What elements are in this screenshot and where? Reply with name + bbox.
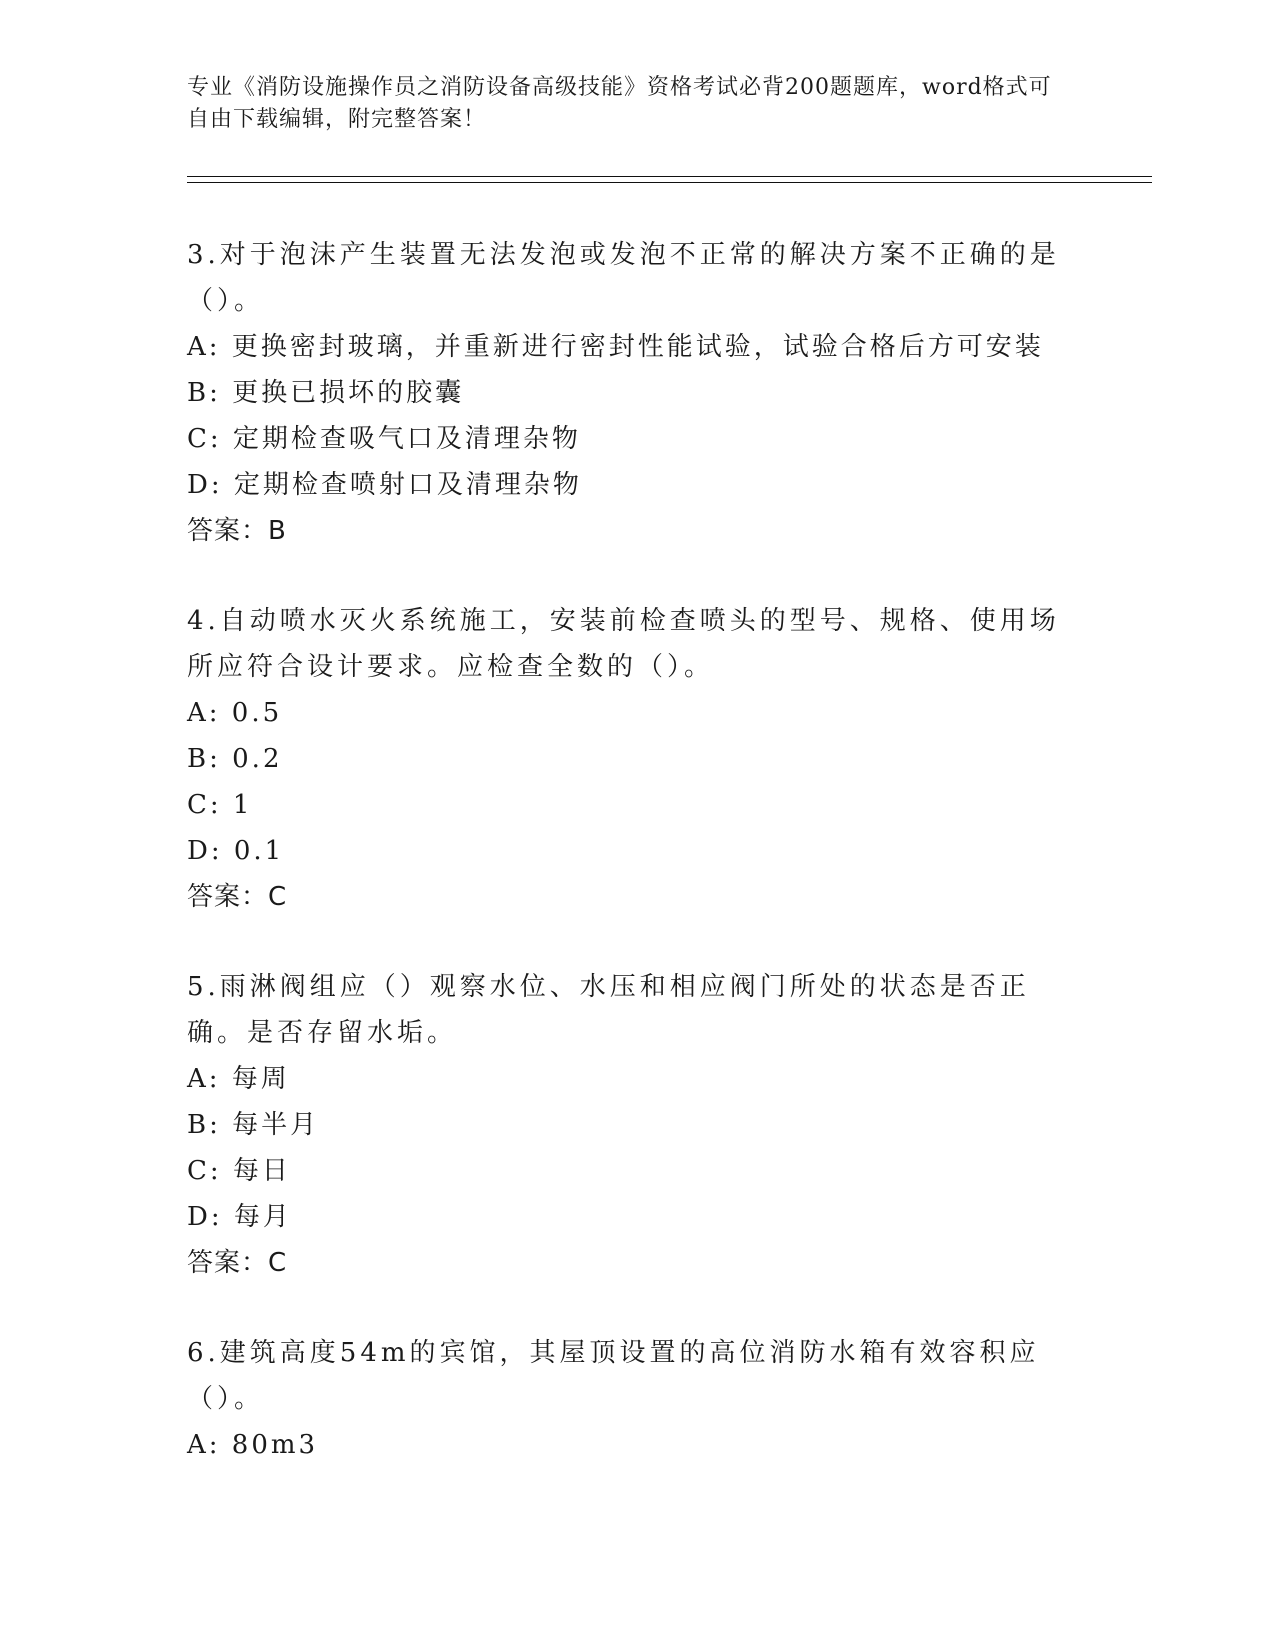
question-text: 6.建筑高度54m的宾馆，其屋顶设置的高位消防水箱有效容积应（）。 xyxy=(187,1338,1040,1414)
option-b: B: 更换已损坏的胶囊 xyxy=(187,378,465,408)
option-d: D: 每月 xyxy=(187,1202,292,1232)
question-text: 4.自动喷水灭火系统施工，安装前检查喷头的型号、规格、使用场所应符合设计要求。应检查全数的（）。 xyxy=(187,606,1060,682)
answer-line: 答案：B xyxy=(187,516,287,546)
question-item xyxy=(187,964,1067,1286)
question-item xyxy=(187,1330,1067,1468)
question-text: 5.雨淋阀组应（）观察水位、水压和相应阀门所处的状态是否正确。是否存留水垢。 xyxy=(187,972,1030,1048)
option-a: A: 更换密封玻璃，并重新进行密封性能试验，试验合格后方可安装 xyxy=(187,332,1044,362)
option-b: B: 每半月 xyxy=(187,1110,320,1140)
option-c: C: 每日 xyxy=(187,1156,291,1186)
option-b: B: 0.2 xyxy=(187,744,283,774)
answer-line: 答案：C xyxy=(187,882,288,912)
option-a: A: 0.5 xyxy=(187,698,283,728)
question-item xyxy=(187,232,1067,554)
answer-line: 答案：C xyxy=(187,1248,288,1278)
option-c: C: 定期检查吸气口及清理杂物 xyxy=(187,424,581,454)
question-list xyxy=(187,232,1067,1512)
option-c: C: 1 xyxy=(187,790,253,820)
option-d: D: 0.1 xyxy=(187,836,285,866)
question-item xyxy=(187,598,1067,920)
option-a: A: 80m3 xyxy=(187,1430,319,1460)
option-d: D: 定期检查喷射口及清理杂物 xyxy=(187,470,582,500)
header-divider-top xyxy=(187,176,1152,177)
document-header: 专业《消防设施操作员之消防设备高级技能》资格考试必背200题题库，word格式可自由下载编辑，附完整答案！ xyxy=(187,75,1052,132)
option-a: A: 每周 xyxy=(187,1064,290,1094)
header-divider-bottom xyxy=(187,182,1152,183)
question-text: 3.对于泡沫产生装置无法发泡或发泡不正常的解决方案不正确的是（）。 xyxy=(187,240,1060,316)
